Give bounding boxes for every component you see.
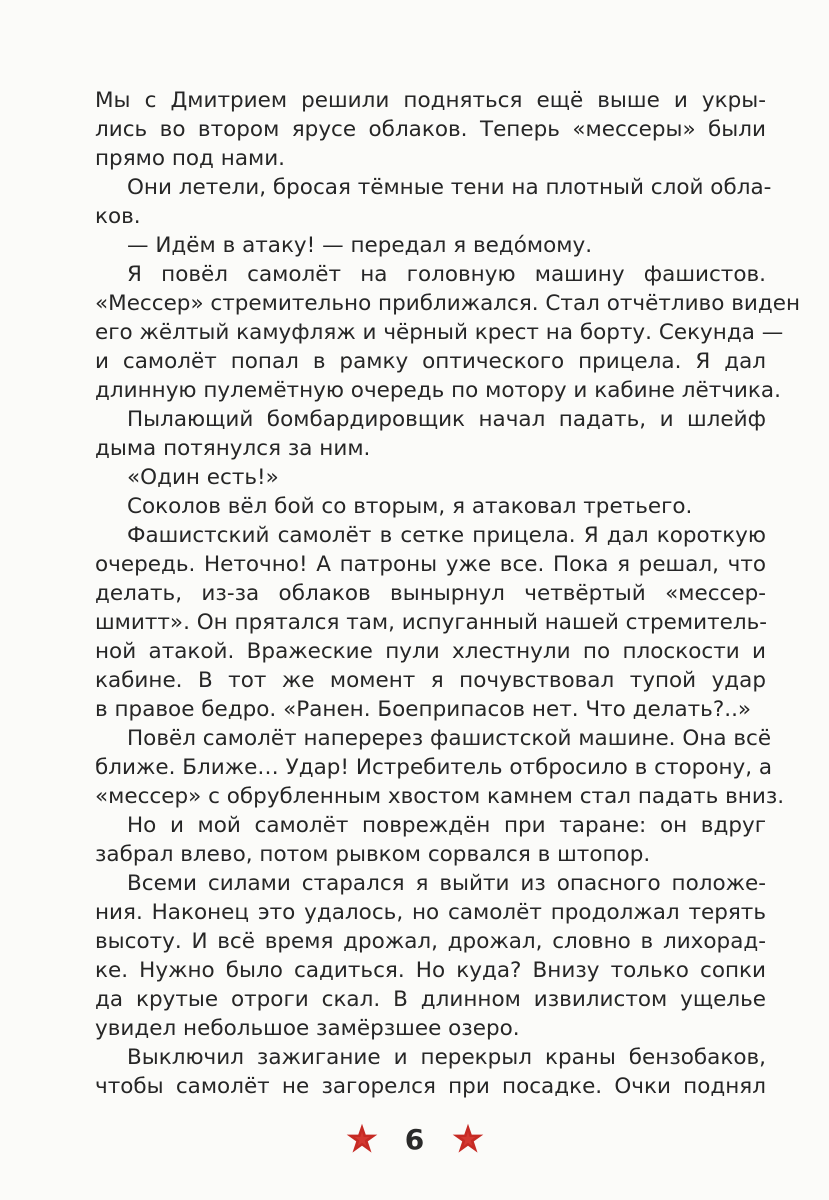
page-number: 6 bbox=[404, 1122, 425, 1156]
text-line: Но и мой самолёт повреждён при таране: он вдруг bbox=[127, 813, 766, 838]
text-line: шмитт». Он прятался там, испуганный нашей стремитель- bbox=[95, 610, 768, 635]
text-line: забрал влево, потом рывком сорвался в штопор. bbox=[95, 842, 651, 867]
text-line: Выключил зажигание и перекрыл краны бензобаков, bbox=[127, 1045, 766, 1070]
star-icon bbox=[345, 1122, 379, 1156]
text-line: ния. Наконец это удалось, но самолёт продолжал терять bbox=[95, 900, 766, 925]
text-line: да крутые отроги скал. В длинном извилистом ущелье bbox=[95, 987, 766, 1012]
text-line: «мессер» с обрубленным хвостом камнем стал падать вниз. bbox=[95, 784, 785, 809]
text-line: его жёлтый камуфляж и чёрный крест на борту. Секунда — bbox=[95, 320, 784, 345]
text-line: в правое бедро. «Ранен. Боеприпасов нет. Что делать?..» bbox=[95, 697, 752, 722]
text-line: ке. Нужно было садиться. Но куда? Внизу только сопки bbox=[95, 958, 766, 983]
text-line: длинную пулемётную очередь по мотору и кабине лётчика. bbox=[95, 378, 781, 403]
text-line: Пылающий бомбардировщик начал падать, и шлейф bbox=[127, 407, 766, 432]
text-line: Мы с Дмитрием решили подняться ещё выше и укры- bbox=[95, 88, 766, 113]
text-line: увидел небольшое замёрзшее озеро. bbox=[95, 1016, 520, 1041]
text-line: Соколов вёл бой со вторым, я атаковал третьего. bbox=[127, 494, 693, 519]
text-line: чтобы самолёт не загорелся при посадке. Очки поднял bbox=[95, 1074, 766, 1099]
story-text bbox=[95, 86, 801, 1101]
page-footer bbox=[0, 1117, 829, 1161]
text-line: «Мессер» стремительно приближался. Стал отчётливо виден bbox=[95, 291, 801, 316]
text-line: Всеми силами старался я выйти из опасного положе- bbox=[127, 871, 766, 896]
text-line: лись во втором ярусе облаков. Теперь «мессеры» были bbox=[95, 117, 766, 142]
text-line: Они летели, бросая тёмные тени на плотный слой обла- bbox=[127, 175, 772, 200]
text-line: ков. bbox=[95, 204, 141, 229]
text-line: прямо под нами. bbox=[95, 146, 286, 171]
star-icon bbox=[451, 1122, 485, 1156]
text-line: ближе. Ближе… Удар! Истребитель отбросило в сторону, а bbox=[95, 755, 773, 780]
text-line: очередь. Неточно! А патроны уже все. Пока я решал, что bbox=[95, 552, 766, 577]
text-line: ной атакой. Вражеские пули хлестнули по плоскости и bbox=[95, 639, 766, 664]
text-line: Фашистский самолёт в сетке прицела. Я дал короткую bbox=[127, 523, 766, 548]
text-line: высоту. И всё время дрожал, дрожал, словно в лихорад- bbox=[95, 929, 766, 954]
text-line: «Один есть!» bbox=[127, 465, 279, 490]
text-line: и самолёт попал в рамку оптического прицела. Я дал bbox=[95, 349, 766, 374]
text-line: дыма потянулся за ним. bbox=[95, 436, 371, 461]
text-line: Повёл самолёт наперерез фашистской машине. Она всё bbox=[127, 726, 772, 751]
text-line: делать, из-за облаков вынырнул четвёртый «мессер- bbox=[95, 581, 766, 606]
text-line: — Идём в атаку! — передал я ведóмому. bbox=[127, 233, 593, 258]
text-line: кабине. В тот же момент я почувствовал тупой удар bbox=[95, 668, 766, 693]
text-line: Я повёл самолёт на головную машину фашистов. bbox=[127, 262, 766, 287]
